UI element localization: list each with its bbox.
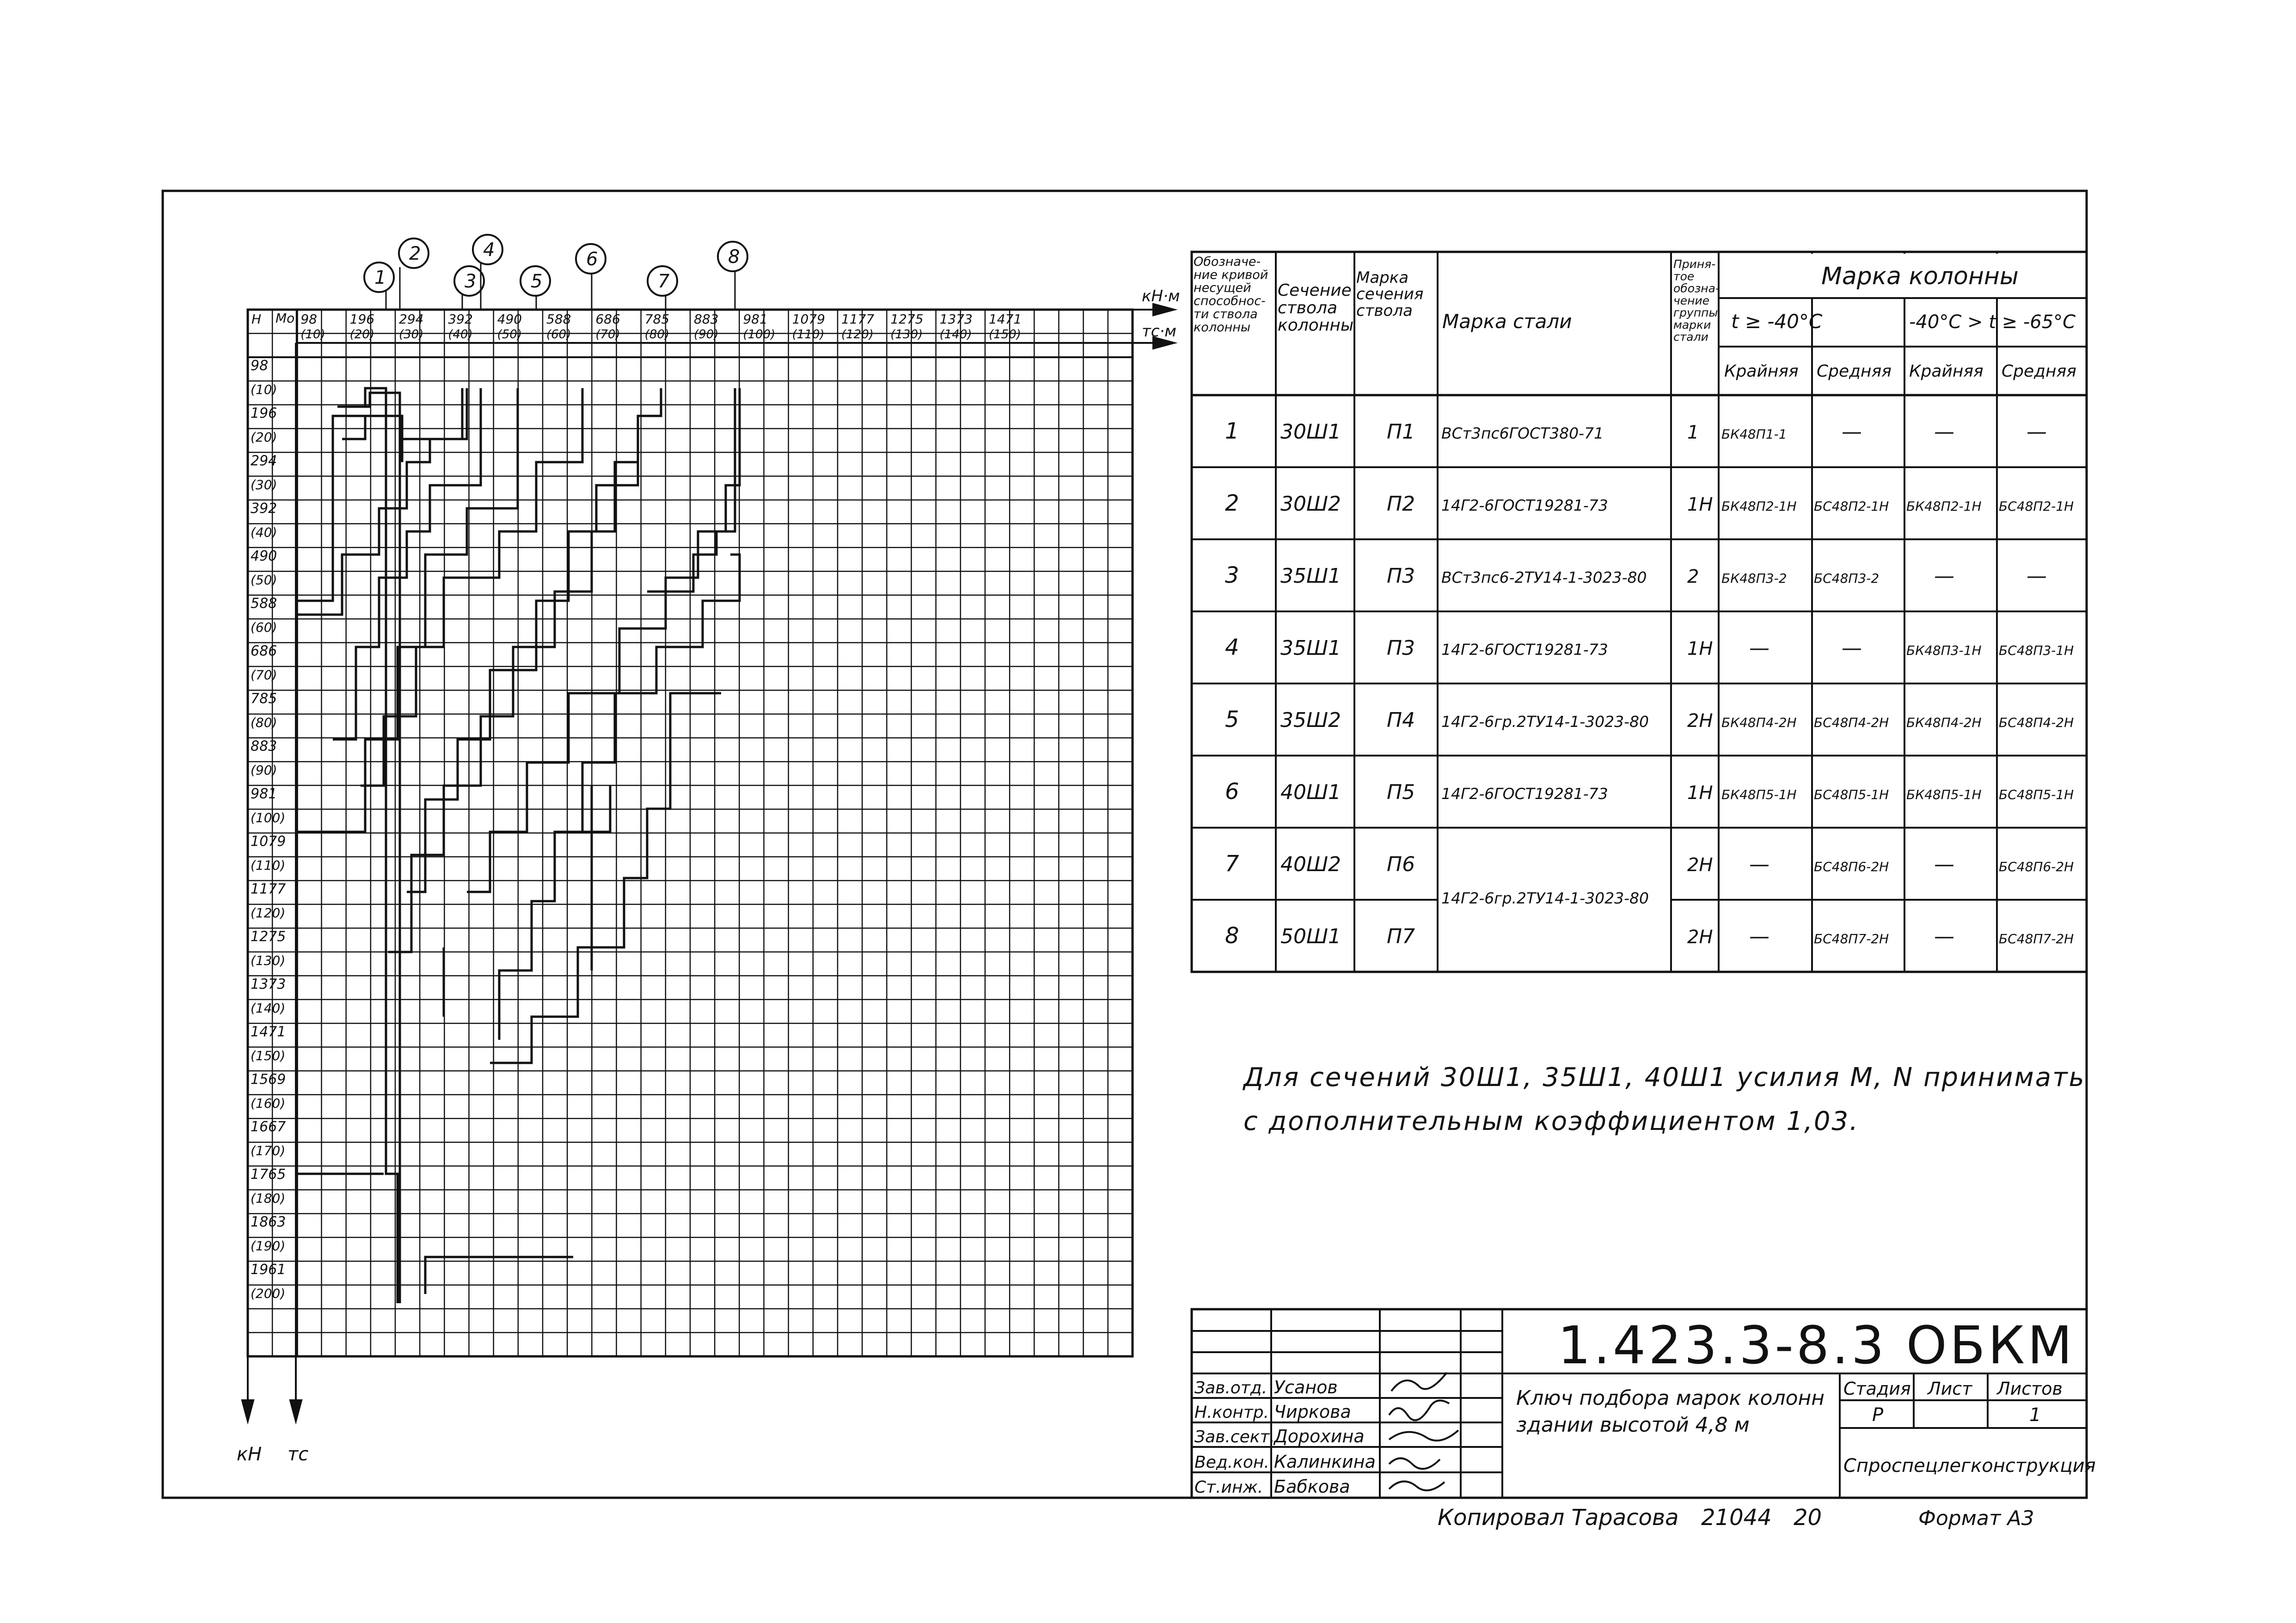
organization-name: Спроспецлегконструкция [1843, 1455, 2096, 1477]
row-num-6: 6 [1225, 779, 1239, 805]
n-tick-686: 686 [251, 643, 277, 659]
hdr-group-0: Приня- [1673, 257, 1716, 271]
row-mid2-5: БС48П4-2Н [1999, 715, 2074, 730]
row-steel-3: ВСт3пс6-2ТУ14-1-3023-80 [1441, 568, 1647, 586]
n-tick-1667: 1667 [251, 1119, 286, 1135]
n-tick-tc-1275: (130) [251, 952, 286, 968]
n-tick-98: 98 [251, 357, 269, 374]
row-edge2-4: БК48П3-1Н [1906, 643, 1982, 658]
curve-marker-label-7: 7 [658, 271, 670, 292]
signature-role-2: Н.контр. [1194, 1403, 1269, 1422]
m-tick-785: 785 [644, 311, 670, 327]
hdr-group-1: тое [1673, 269, 1695, 283]
m-tick-tc-981: (100) [743, 328, 776, 342]
sheets-label: Листов [1997, 1379, 2063, 1399]
hdr-group-4: группы [1673, 306, 1718, 319]
corner-label-n: Н [251, 311, 262, 327]
row-edge2-1: — [1934, 420, 1954, 444]
curve-marker-label-2: 2 [409, 243, 421, 264]
row-group-4: 1Н [1687, 638, 1713, 659]
hdr-section-0: Сечение [1278, 281, 1352, 300]
signature-role-1: Зав.отд. [1194, 1379, 1267, 1397]
n-tick-883: 883 [251, 738, 277, 755]
row-mark-2: П2 [1387, 492, 1415, 516]
m-tick-tc-1079: (110) [792, 328, 825, 342]
curve-step-4 [402, 388, 462, 439]
note-line1: Для сечений 30Ш1, 35Ш1, 40Ш1 усилия М, N принимать [1243, 1062, 2086, 1092]
curve-step-7 [333, 388, 481, 739]
curve-step-10 [361, 388, 582, 786]
hdr-designation-5: колонны [1194, 320, 1251, 335]
n-tick-tc-196: (20) [251, 429, 277, 445]
n-tick-981: 981 [251, 786, 277, 802]
row-mid1-7: БС48П6-2Н [1814, 859, 1889, 874]
m-tick-1373: 1373 [939, 311, 973, 327]
n-tick-tc-1863: (190) [251, 1238, 286, 1254]
row-edge2-3: — [1934, 564, 1954, 588]
row-group-2: 1Н [1687, 494, 1713, 515]
hdr-group-2: обозна- [1673, 281, 1720, 295]
m-tick-392: 392 [448, 311, 473, 327]
n-tick-tc-1373: (140) [251, 1000, 286, 1016]
signature-name-2: Чиркова [1274, 1402, 1351, 1422]
axis-units-bottom: тс·м [1142, 322, 1176, 341]
m-tick-tc-1275: (130) [890, 328, 923, 342]
curve-markers [364, 235, 747, 310]
m-tick-tc-1373: (140) [939, 328, 972, 342]
m-tick-tc-588: (60) [546, 328, 571, 342]
row-mid1-6: БС48П5-1Н [1814, 787, 1889, 802]
hdr-section-1: ствола [1278, 298, 1338, 317]
signature-name-1: Усанов [1274, 1377, 1338, 1397]
row-num-5: 5 [1225, 707, 1239, 732]
row-mid1-4: — [1842, 636, 1862, 660]
n-tick-tc-294: (30) [251, 477, 277, 493]
hdr-designation-1: ние кривой [1194, 268, 1268, 282]
row-group-7: 2Н [1687, 854, 1713, 876]
row-edge1-3: БК48П3-2 [1721, 571, 1787, 586]
row-num-3: 3 [1225, 562, 1239, 588]
row-mid2-1: — [2027, 420, 2047, 444]
hdr-designation-0: Обозначе- [1194, 255, 1261, 269]
row-mark-6: П5 [1387, 781, 1415, 804]
row-edge1-7: — [1749, 853, 1769, 876]
n-tick-tc-1961: (200) [251, 1286, 286, 1301]
m-tick-196: 196 [349, 311, 375, 327]
drawing-title-line1: Ключ подбора марок колонн [1516, 1386, 1825, 1410]
row-group-8: 2Н [1687, 927, 1713, 948]
m-tick-tc-490: (50) [497, 328, 522, 342]
row-edge1-1: БК48П1-1 [1721, 427, 1787, 442]
row-edge1-6: БК48П5-1Н [1721, 787, 1797, 802]
row-group-1: 1 [1687, 422, 1699, 443]
n-tick-196: 196 [251, 405, 277, 421]
curve-step-17 [425, 1257, 573, 1294]
hdr-section-mark-0: Марка [1356, 268, 1409, 287]
hdr-designation-2: несущей [1194, 281, 1251, 295]
hdr-group-3: чение [1673, 293, 1710, 307]
n-tick-tc-1079: (110) [251, 857, 286, 873]
n-tick-tc-392: (40) [251, 525, 277, 540]
row-section-7: 40Ш2 [1280, 853, 1341, 876]
row-mid2-3: — [2027, 564, 2047, 588]
row-mid2-2: БС48П2-1Н [1999, 499, 2074, 514]
n-tick-tc-981: (100) [251, 810, 286, 826]
row-mid1-8: БС48П7-2Н [1814, 931, 1889, 946]
n-tick-1373: 1373 [251, 976, 286, 993]
hdr-section-mark-1: сечения [1356, 285, 1424, 304]
m-tick-tc-883: (90) [694, 328, 719, 342]
n-tick-tc-686: (70) [251, 667, 277, 683]
hdr-group-5: марки [1673, 318, 1711, 332]
row-group-3: 2 [1687, 566, 1699, 587]
signature-name-3: Дорохина [1274, 1426, 1365, 1446]
n-tick-tc-1471: (150) [251, 1048, 286, 1063]
row-steel-4: 14Г2-6ГОСТ19281-73 [1441, 641, 1608, 659]
stage-value: Р [1872, 1404, 1884, 1426]
n-tick-785: 785 [251, 690, 277, 707]
row-steel-2: 14Г2-6ГОСТ19281-73 [1441, 496, 1608, 514]
n-tick-1863: 1863 [251, 1214, 286, 1231]
curve-step-3 [342, 416, 402, 462]
stage-label: Стадия [1843, 1379, 1911, 1399]
n-tick-490: 490 [251, 548, 277, 564]
n-tick-tc-490: (50) [251, 572, 277, 588]
n-tick-tc-588: (60) [251, 620, 277, 635]
hdr-temp1: t ≥ -40°С [1731, 310, 1823, 333]
corner-label-m: Мо [276, 311, 295, 326]
n-tick-tc-785: (80) [251, 715, 277, 731]
curve-marker-label-4: 4 [483, 239, 495, 261]
hdr-designation-4: ти ствола [1194, 307, 1258, 322]
row-edge1-8: — [1749, 925, 1769, 948]
hdr-middle-2: Средняя [2002, 362, 2076, 381]
m-tick-tc-1177: (120) [841, 328, 874, 342]
row-section-2: 30Ш2 [1280, 492, 1341, 516]
m-tick-981: 981 [743, 311, 768, 327]
note-line2: с дополнительным коэффициентом 1,03. [1243, 1106, 1859, 1136]
row-num-7: 7 [1225, 851, 1239, 877]
nomogram [248, 310, 1133, 1356]
axis-label-tc: тс [288, 1444, 309, 1465]
m-tick-490: 490 [497, 311, 522, 327]
row-mark-4: П3 [1387, 636, 1415, 660]
n-tick-tc-1177: (120) [251, 905, 286, 921]
hdr-designation-3: способнос- [1194, 294, 1266, 309]
curve-marker-label-1: 1 [374, 267, 386, 288]
hdr-group-6: стали [1673, 330, 1708, 344]
row-edge1-2: БК48П2-1Н [1721, 499, 1797, 514]
m-tick-tc-196: (20) [349, 328, 375, 342]
row-edge2-6: БК48П5-1Н [1906, 787, 1982, 802]
row-edge2-8: — [1934, 925, 1954, 948]
n-tick-tc-883: (90) [251, 763, 277, 778]
row-mid2-8: БС48П7-2Н [1999, 931, 2074, 946]
n-tick-1765: 1765 [251, 1166, 286, 1183]
row-edge2-2: БК48П2-1Н [1906, 499, 1982, 514]
m-tick-1471: 1471 [989, 311, 1022, 327]
row-mark-3: П3 [1387, 564, 1415, 588]
m-tick-294: 294 [399, 311, 424, 327]
curve-marker-label-8: 8 [728, 246, 740, 268]
n-tick-1961: 1961 [251, 1262, 286, 1278]
sheets-value: 1 [2029, 1404, 2041, 1426]
curve-marker-label-5: 5 [531, 271, 543, 292]
hdr-edge-2: Крайняя [1909, 362, 1984, 381]
signature-role-5: Ст.инж. [1194, 1478, 1263, 1497]
signature-role-3: Зав.сект. [1194, 1428, 1275, 1446]
row-mid1-2: БС48П2-1Н [1814, 499, 1889, 514]
row-steel-6: 14Г2-6ГОСТ19281-73 [1441, 785, 1608, 803]
m-tick-tc-686: (70) [595, 328, 620, 342]
m-tick-1079: 1079 [792, 311, 825, 327]
m-tick-1275: 1275 [890, 311, 924, 327]
row-section-5: 35Ш2 [1280, 708, 1341, 732]
hdr-column-mark: Марка колонны [1821, 262, 2019, 290]
row-edge1-5: БК48П4-2Н [1721, 715, 1797, 730]
row-mid1-3: БС48П3-2 [1814, 571, 1880, 586]
drawing-code: 1.423.3-8.3 ОБКМ [1558, 1316, 2075, 1376]
n-tick-1079: 1079 [251, 833, 286, 850]
row-edge1-4: — [1749, 636, 1769, 660]
order-number: 21044 [1701, 1505, 1772, 1531]
row-mark-8: П7 [1387, 925, 1415, 948]
m-tick-1177: 1177 [841, 311, 875, 327]
n-tick-392: 392 [251, 500, 277, 517]
sheet-frame [163, 191, 2087, 1498]
row-num-2: 2 [1225, 490, 1239, 516]
row-section-6: 40Ш1 [1280, 781, 1341, 804]
signature-name-5: Бабкова [1274, 1477, 1350, 1497]
row-mark-1: П1 [1387, 420, 1415, 444]
m-tick-588: 588 [546, 311, 571, 327]
signature-role-4: Вед.кон. [1194, 1453, 1269, 1472]
page-number: 20 [1794, 1505, 1822, 1531]
n-tick-1275: 1275 [251, 928, 286, 945]
row-mark-5: П4 [1387, 708, 1415, 732]
n-tick-tc-1569: (160) [251, 1095, 286, 1111]
row-group-6: 1Н [1687, 782, 1713, 804]
drawing-title-line2: здании высотой 4,8 м [1516, 1413, 1750, 1437]
n-tick-1471: 1471 [251, 1024, 286, 1040]
row-mid2-6: БС48П5-1Н [1999, 787, 2074, 802]
row-num-4: 4 [1225, 635, 1239, 660]
curve-step-16 [490, 693, 721, 1063]
axis-label-kn: кН [237, 1444, 262, 1465]
hdr-section-2: колонны [1278, 316, 1354, 335]
m-tick-tc-392: (40) [448, 328, 473, 342]
m-tick-tc-1471: (150) [989, 328, 1021, 342]
row-steel-5: 14Г2-6гр.2ТУ14-1-3023-80 [1441, 713, 1649, 731]
n-tick-1569: 1569 [251, 1071, 286, 1088]
curve-step-5 [296, 416, 370, 601]
curve-step-14 [467, 388, 735, 892]
m-tick-883: 883 [694, 311, 719, 327]
n-tick-tc-1765: (180) [251, 1190, 286, 1206]
m-tick-686: 686 [595, 311, 620, 327]
curve-marker-label-6: 6 [586, 249, 598, 270]
sheet-label: Лист [1928, 1379, 1972, 1399]
n-tick-tc-98: (10) [251, 382, 277, 397]
hdr-steel: Марка стали [1442, 310, 1572, 333]
m-tick-tc-785: (80) [644, 328, 670, 342]
signature-name-4: Калинкина [1274, 1452, 1376, 1472]
row-section-1: 30Ш1 [1280, 420, 1341, 444]
row-group-5: 2Н [1687, 710, 1713, 732]
hdr-temp2: -40°С > t ≥ -65°С [1909, 311, 2076, 333]
row-mark-7: П6 [1387, 853, 1415, 876]
curve-marker-label-3: 3 [465, 271, 477, 292]
row-mid2-4: БС48П3-1Н [1999, 643, 2074, 658]
hdr-edge-1: Крайняя [1724, 362, 1799, 381]
row-edge2-7: — [1934, 853, 1954, 876]
hdr-section-mark-2: ствола [1356, 301, 1413, 320]
m-tick-tc-98: (10) [300, 328, 325, 342]
row-section-3: 35Ш1 [1280, 564, 1341, 588]
n-tick-tc-1667: (170) [251, 1143, 286, 1159]
copied-by: Копировал Тарасова [1438, 1505, 1679, 1531]
row-section-4: 35Ш1 [1280, 636, 1341, 660]
row-edge2-5: БК48П4-2Н [1906, 715, 1982, 730]
axis-units-top: кН·м [1142, 287, 1180, 305]
row-num-1: 1 [1225, 418, 1239, 444]
m-tick-98: 98 [300, 311, 317, 327]
row-mid1-5: БС48П4-2Н [1814, 715, 1889, 730]
n-tick-588: 588 [251, 595, 277, 612]
n-tick-294: 294 [251, 452, 277, 469]
row-num-8: 8 [1225, 923, 1239, 949]
m-tick-tc-294: (30) [399, 328, 424, 342]
row-mid1-1: — [1842, 420, 1862, 444]
paper-format: Формат А3 [1918, 1507, 2034, 1530]
row-mid2-7: БС48П6-2Н [1999, 859, 2074, 874]
column-table-text [1194, 255, 2076, 949]
hdr-middle-1: Средняя [1817, 362, 1892, 381]
row-steel-7: 14Г2-6гр.2ТУ14-1-3023-80 [1441, 889, 1649, 907]
curve-step-2 [351, 393, 400, 1303]
n-tick-1177: 1177 [251, 881, 286, 897]
row-section-8: 50Ш1 [1280, 925, 1341, 948]
row-steel-1: ВСт3пс6ГОСТ380-71 [1441, 424, 1604, 442]
